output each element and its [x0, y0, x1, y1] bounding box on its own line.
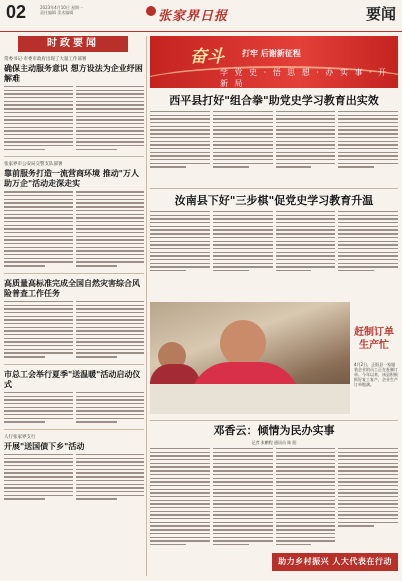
story-headline[interactable]: 邓香云：倾情为民办实事: [213, 424, 335, 437]
divider: [4, 273, 144, 274]
news-story[interactable]: [4, 369, 144, 425]
story-body: [4, 392, 144, 425]
news-story[interactable]: [4, 278, 144, 360]
news-story[interactable]: [4, 161, 144, 268]
story-kicker: 人行张家界支行: [4, 435, 36, 440]
story-body: [4, 86, 144, 152]
story-headline[interactable]: 高质量高标准完成全国自然灾害综合风险普查工作任务: [4, 277, 140, 298]
photo-title: 赶制订单 生产忙: [354, 327, 394, 351]
right-column: [150, 36, 398, 576]
masthead: [0, 0, 402, 32]
banner-title: 奋斗: [190, 47, 224, 67]
footer-slogan: 助力乡村振兴 人大代表在行动: [272, 553, 398, 571]
column-divider: [146, 36, 147, 576]
section-name: 要闻: [365, 5, 396, 23]
news-photo[interactable]: [150, 302, 350, 414]
divider: [150, 420, 398, 421]
news-story[interactable]: [150, 424, 398, 548]
paper-name: 张家界日报: [158, 9, 229, 24]
story-body: [150, 111, 398, 170]
story-body: [4, 301, 144, 360]
divider: [4, 156, 144, 157]
news-story[interactable]: [4, 56, 144, 152]
divider: [150, 188, 398, 189]
banner-tags: 学 党 史 · 悟 思 想 · 办 实 事 · 开 新 局: [220, 68, 389, 88]
story-body: [150, 211, 398, 274]
dateline: [40, 5, 110, 15]
worker-figure: [220, 320, 266, 366]
dateline-line: 2023年4月10日 星期一: [40, 5, 84, 10]
divider: [4, 429, 144, 430]
news-story[interactable]: [150, 194, 398, 274]
story-byline: 记者 张鹏程 通讯员 陈 阳: [251, 440, 297, 445]
left-column: [4, 36, 144, 576]
section-banner: 时政要闻: [18, 36, 128, 52]
special-banner: [150, 36, 398, 88]
story-headline[interactable]: 西平县打好"组合拳"助党史学习教育出实效: [169, 94, 379, 107]
sewing-table: [150, 384, 350, 414]
paper-logo-icon: [146, 6, 156, 16]
story-headline[interactable]: 市总工会举行夏季"送温暖"活动启动仪式: [4, 368, 141, 389]
page-number: 02: [6, 2, 27, 22]
story-headline[interactable]: 靠前服务打造一流营商环境 推动"万人助万企"活动走深走实: [4, 168, 139, 189]
story-kicker: 张家界市公安局交警支队部署: [4, 162, 63, 168]
story-kicker: 常委书记·市委市政府出现了大量工作部署: [4, 57, 87, 62]
divider: [4, 364, 144, 365]
story-headline[interactable]: 确保主动服务意识 想方设法为企业纾困解难: [4, 63, 143, 83]
story-body: [150, 448, 398, 548]
story-headline[interactable]: 开展"送国债下乡"活动: [4, 441, 85, 451]
photo-caption: 4月2日，正阳县一家服装企业的员工正在赶制订单。今年以来，该县积极抓好复工复产，企业生产订单饱满。: [354, 362, 398, 387]
story-body: [4, 454, 144, 502]
news-story[interactable]: [4, 434, 144, 502]
story-body: [4, 191, 144, 268]
dateline-line: 责任编辑 美术编辑: [40, 10, 74, 15]
news-story[interactable]: [150, 94, 398, 170]
story-headline[interactable]: 汝南县下好"三步棋"促党史学习教育升温: [174, 194, 374, 207]
banner-subtitle: 打牢 后谢新征程: [242, 49, 301, 58]
